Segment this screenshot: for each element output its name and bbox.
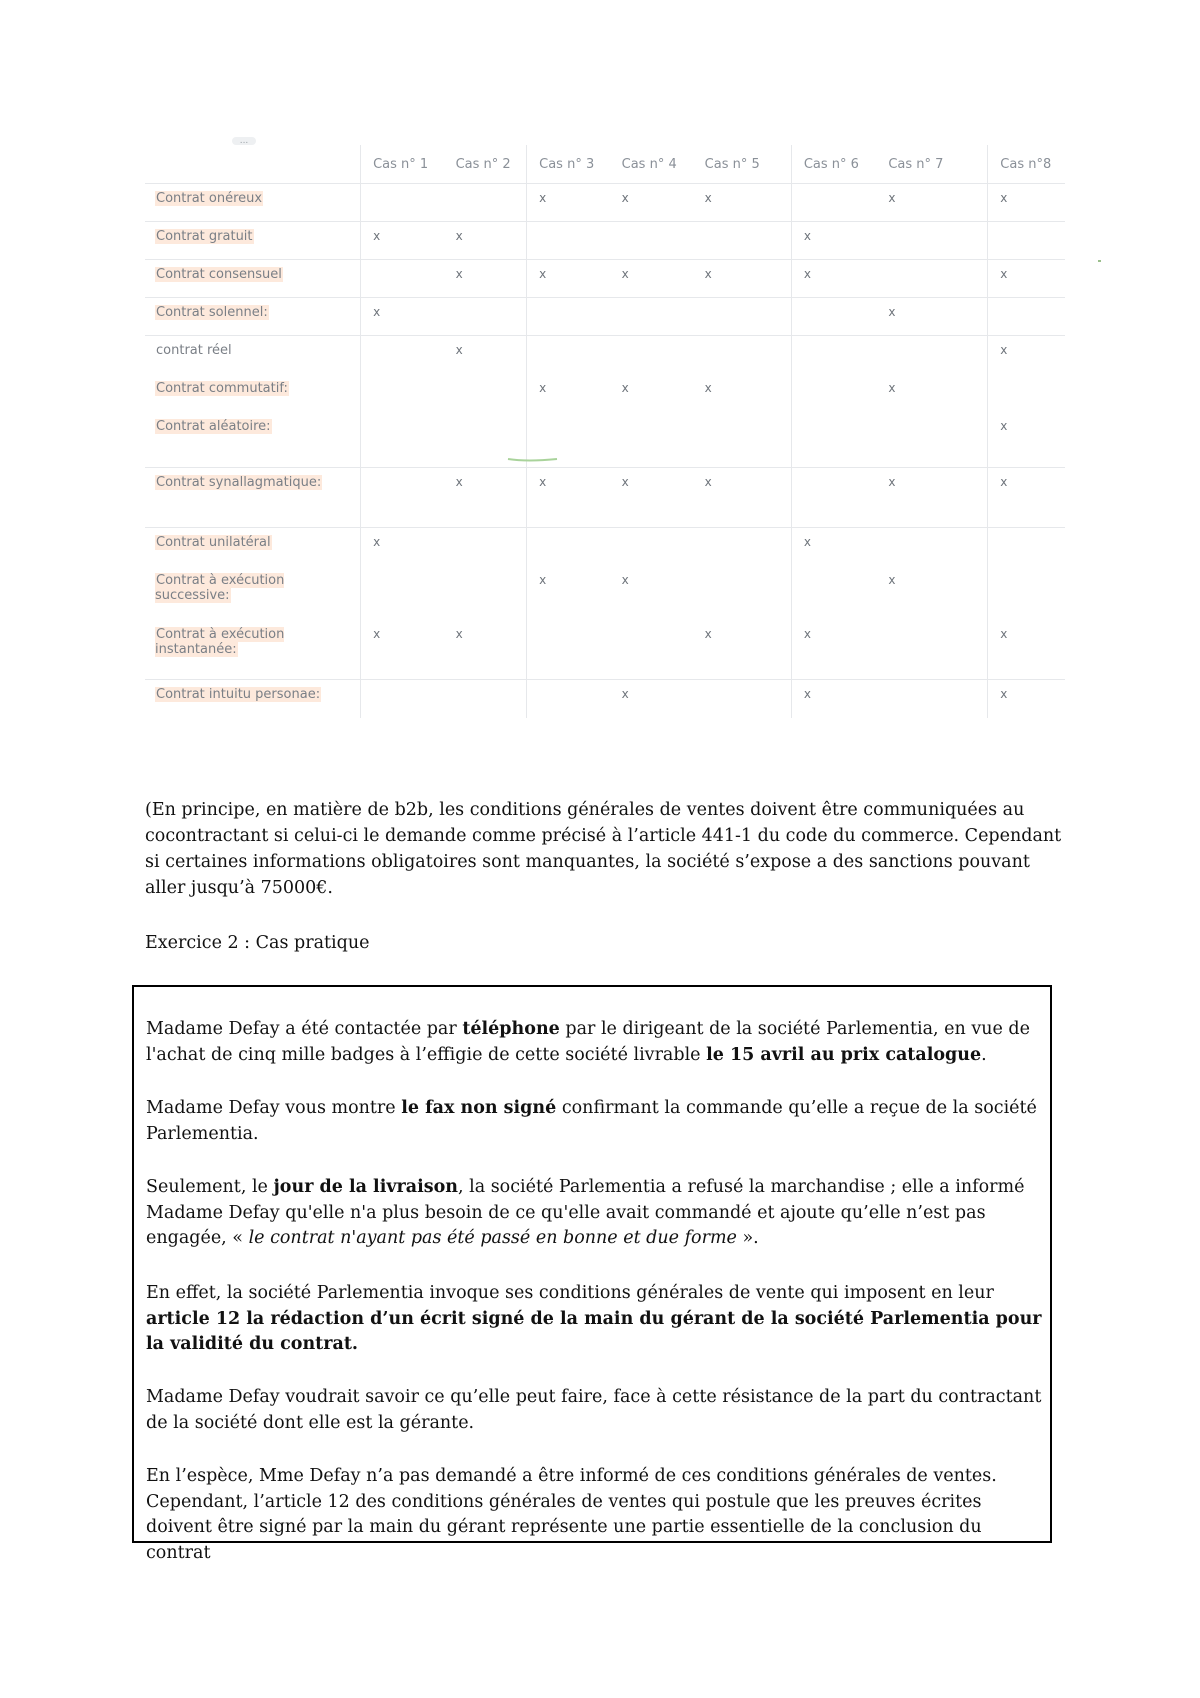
case-paragraph-1: Madame Defay a été contactée par téléphone par le dirigeant de la société Parlementia, en vue de l'achat de cinq mille badges à l’effigie de cette société livrable le 15 avril au prix catalogue. [146,1019,1030,1065]
mark-cell: x [704,380,712,395]
mark-cell [791,566,876,620]
mark-cell: x [791,222,876,260]
row-label-text: Contrat consensuel [156,267,282,282]
mark-cell [361,374,444,412]
mark-cell [361,468,444,528]
mark-cell: x [361,528,444,566]
mark-cell: x [876,184,987,222]
mark-cell: x [361,222,444,260]
mark-cell: x [988,680,1065,718]
mark-cell: x [610,468,693,528]
mark-cell: x [361,298,444,336]
mark-cell: x [444,336,527,374]
mark-cell: x [988,412,1065,468]
table-row [145,528,1065,566]
mark-cell [527,620,610,680]
mark-cell: x [693,184,792,222]
mark-cell [361,184,444,222]
mark-cell [361,566,444,620]
mark-cell: x [704,626,712,641]
table-row [145,566,1065,620]
row-label [145,528,361,566]
row-label-text: Contrat solennel: [156,305,268,320]
row-label-text: Contrat gratuit [156,229,253,244]
mark-cell: x [693,468,792,528]
mark-cell [791,298,876,336]
mark-cell [876,680,987,718]
mark-cell [791,184,876,222]
case-paragraph-6: En l’espèce, Mme Defay n’a pas demandé a être informé de ces conditions générales de ventes. Cependant, l’article 12 des conditions générales de ventes qui postule que les preuves écrites doivent être signé par la main du gérant représente une partie essentielle de la conclusion du contrat [146,1466,997,1563]
row-label-text: Contrat commutatif: [156,380,288,396]
header-cas-2: Cas n° 2 [455,156,511,172]
mark-cell [610,222,693,260]
row-label-text: Contrat intuitu personae: [156,687,321,702]
mark-cell [610,336,693,374]
mark-cell [527,528,610,566]
table-row [145,412,1065,468]
mark-cell: x [444,260,527,298]
table-row [145,336,1065,374]
mark-cell [876,412,987,468]
table-row [145,184,1065,222]
mark-cell: x [527,468,610,528]
mark-cell: x [444,222,527,260]
mark-cell [527,222,610,260]
mark-cell [527,680,610,718]
more-options-icon: ... [232,137,256,145]
mark-cell [791,412,876,468]
row-label [145,374,361,412]
row-label-text: Contrat à exécution instantanée: [155,626,285,657]
mark-cell [610,298,693,336]
mark-cell: x [527,566,610,620]
mark-cell [444,184,527,222]
mark-cell: x [791,528,876,566]
mark-cell [527,336,610,374]
row-label [145,184,361,222]
row-label [145,620,361,680]
mark-cell [791,336,876,374]
mark-cell: x [791,620,876,680]
contract-table [145,145,1065,718]
mark-cell [876,528,987,566]
green-pen-stroke [507,456,559,462]
table-row [145,374,1065,412]
mark-cell: x [888,380,896,395]
table-row [145,468,1065,528]
row-label [145,260,361,298]
mark-cell: x [988,260,1065,298]
mark-cell: x [693,260,792,298]
mark-cell: x [527,260,610,298]
mark-cell [693,298,792,336]
header-cas-8: Cas n°8 [988,145,1065,184]
mark-cell: x [621,380,629,395]
header-cas-6: Cas n° 6 [791,145,876,184]
mark-cell [693,566,792,620]
mark-cell: x [876,298,987,336]
mark-cell [791,374,876,412]
header-corner [145,145,361,184]
header-cas-3: Cas n° 3 [527,145,610,184]
header-cas-7: Cas n° 7 [888,156,944,172]
mark-cell: x [988,468,1065,528]
row-label-text: Contrat à exécution successive: [155,572,285,603]
mark-cell: x [455,626,463,641]
row-label-text: contrat réel [156,343,232,358]
table-row [145,680,1065,718]
mark-cell [444,566,527,620]
mark-cell: x [610,184,693,222]
mark-cell [988,222,1065,260]
mark-cell [988,374,1065,412]
table-row [145,298,1065,336]
mark-cell [610,528,693,566]
mark-cell: x [988,336,1065,374]
mark-cell [527,298,610,336]
row-label [145,412,361,468]
mark-cell: x [527,184,610,222]
mark-cell [444,528,527,566]
table-row [145,222,1065,260]
mark-cell [610,412,693,468]
mark-cell [444,680,527,718]
mark-cell: x [876,468,987,528]
case-paragraph-4: En effet, la société Parlementia invoque ses conditions générales de vente qui imposent en leur article 12 la rédaction d’un écrit signé de la main du gérant de la société Parlementia pour la validité du contrat. [146,1283,1042,1354]
mark-cell [361,336,444,374]
row-label-text: Contrat unilatéral [156,535,271,550]
mark-cell [876,222,987,260]
mark-cell: x [988,620,1065,680]
row-label [145,468,361,528]
row-label [145,566,361,620]
table-header-row [145,145,1065,184]
row-label-text: Contrat aléatoire: [156,418,271,434]
row-label [145,680,361,718]
intro-paragraph: (En principe, en matière de b2b, les conditions générales de ventes doivent être communiquées au cocontractant si celui-ci le demande comme précisé à l’article 441-1 du code du commerce. Cependant si certaines informations obligatoires sont manquantes, la société s’expose a des sanctions pouvant aller jusqu’à 75000€. [145,800,1062,898]
case-study-box [132,985,1052,1563]
case-paragraph-3: Seulement, le jour de la livraison, la société Parlementia a refusé la marchandise ; elle a informé Madame Defay qu'elle n'a plus besoin de ce qu'elle avait commandé et ajoute qu’elle n’est pas engagée, « le contrat n'ayant pas été passé en bonne et due forme ». [146,1177,1025,1248]
mark-cell [444,298,527,336]
mark-cell [876,260,987,298]
mark-cell [693,412,792,468]
mark-cell [791,468,876,528]
mark-cell [876,336,987,374]
case-paragraph-5: Madame Defay voudrait savoir ce qu’elle peut faire, face à cette résistance de la part du contractant de la société dont elle est la gérante. [146,1387,1042,1433]
mark-cell: x [621,572,629,587]
mark-cell: x [791,260,876,298]
mark-cell [988,298,1065,336]
mark-cell: x [610,260,693,298]
table-row [145,620,1065,680]
mark-cell [876,620,987,680]
mark-cell [361,412,444,468]
row-label [145,298,361,336]
mark-cell [361,260,444,298]
mark-cell: x [791,680,876,718]
mark-cell [693,222,792,260]
row-label [145,336,361,374]
mark-cell: x [527,374,610,412]
mark-cell [361,680,444,718]
mark-cell: x [888,572,896,587]
row-label [145,222,361,260]
header-cas-1: Cas n° 1 [361,145,444,184]
mark-cell: x [988,184,1065,222]
mark-cell [610,620,693,680]
case-paragraph-2: Madame Defay vous montre le fax non signé confirmant la commande qu’elle a reçue de la société Parlementia. [146,1098,1037,1144]
green-dot-mark [1098,260,1101,262]
table-row [145,260,1065,298]
mark-cell [693,680,792,718]
header-cas-5: Cas n° 5 [704,156,760,172]
mark-cell: x [361,620,444,680]
mark-cell [988,528,1065,566]
mark-cell [444,374,527,412]
mark-cell [693,528,792,566]
mark-cell [693,336,792,374]
mark-cell: x [610,680,693,718]
row-label-text: Contrat onéreux [156,191,263,206]
header-cas-4: Cas n° 4 [621,156,677,172]
row-label-text: Contrat synallagmatique: [156,475,322,490]
mark-cell: x [444,468,527,528]
exercise-title: Exercice 2 : Cas pratique [145,933,370,953]
mark-cell [988,566,1065,620]
